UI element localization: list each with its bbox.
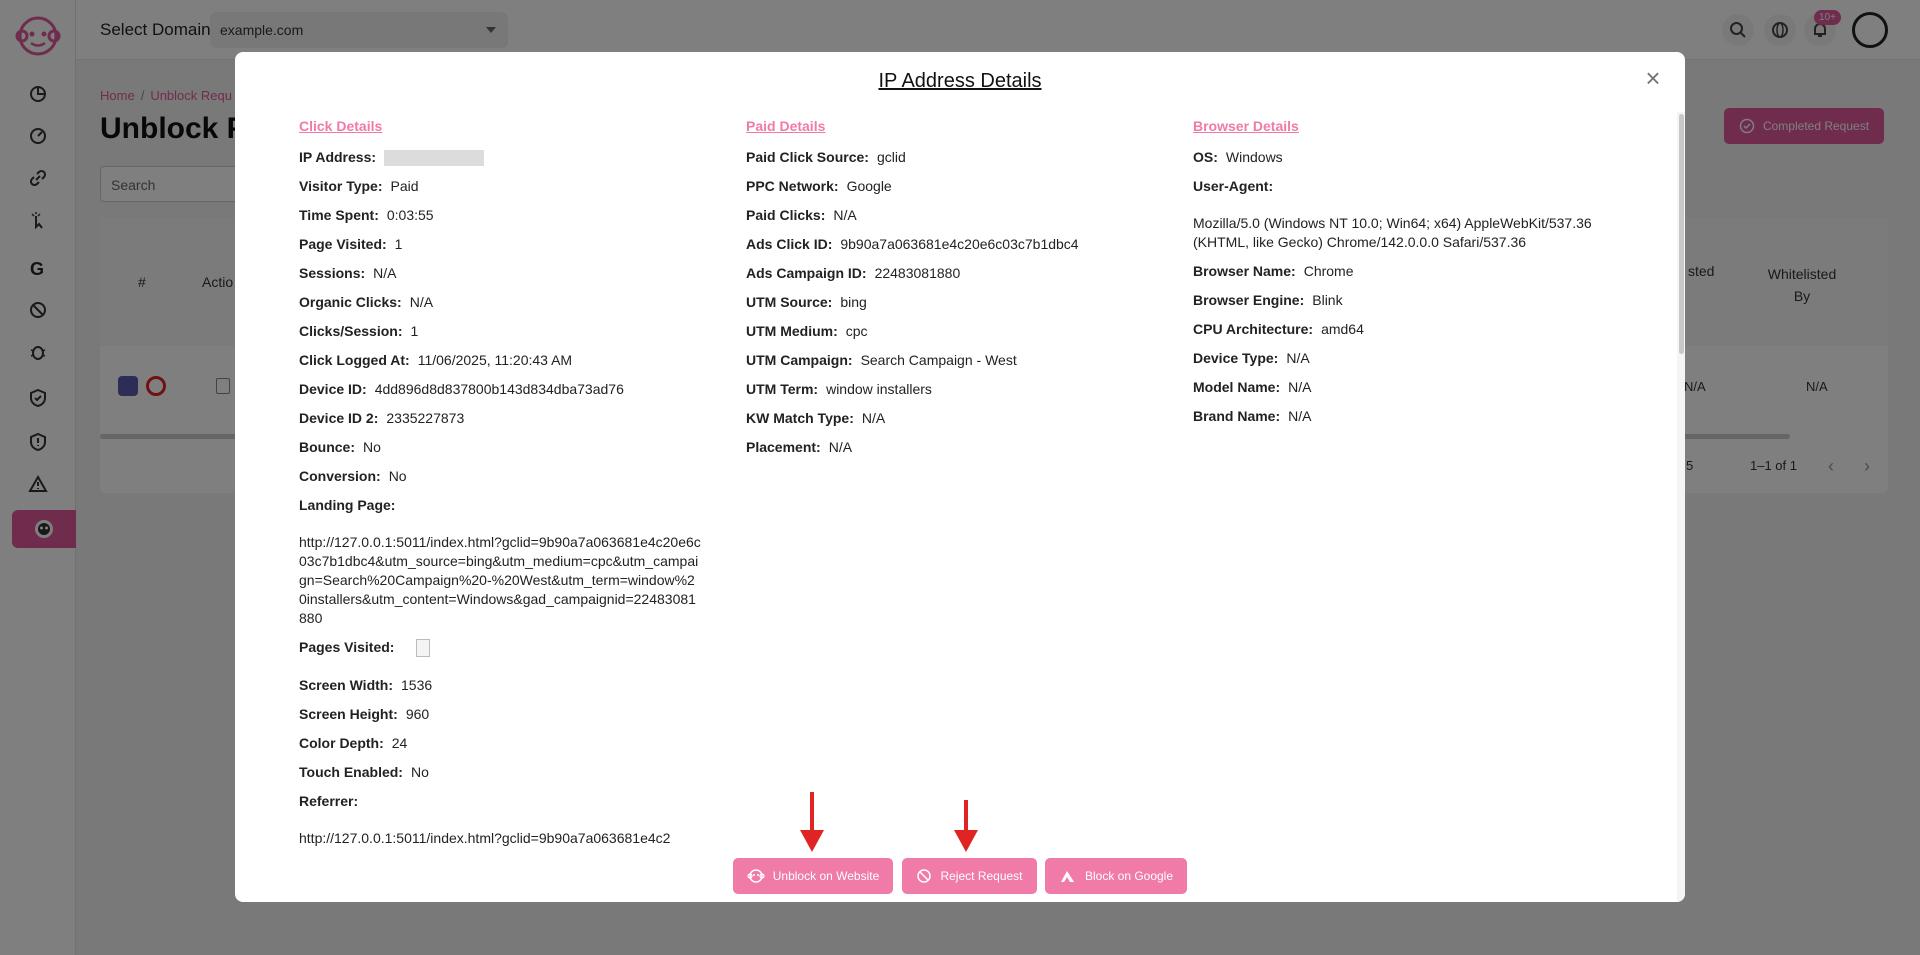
paid-field-label: UTM Term:: [746, 381, 819, 397]
click-field-row: [299, 206, 719, 235]
click-field2-label: Screen Height:: [299, 706, 398, 722]
paid-details-section: [746, 118, 1166, 467]
block-on-google-button[interactable]: [1045, 858, 1187, 894]
paid-field-value: cpc: [845, 323, 868, 339]
paid-field-row: [746, 177, 1166, 206]
paid-field-label: Ads Click ID:: [746, 236, 833, 252]
click-field-value: 1: [394, 236, 403, 252]
paid-field-row: [746, 351, 1166, 380]
monkey-face-icon: [747, 867, 765, 885]
browser-field-row: [1193, 378, 1613, 407]
paid-field-row: [746, 293, 1166, 322]
click-field-label: Bounce:: [299, 439, 355, 455]
document-icon[interactable]: [416, 639, 430, 657]
close-icon[interactable]: ×: [1645, 63, 1661, 93]
click-field-label: Organic Clicks:: [299, 294, 402, 310]
paid-field-value: bing: [840, 294, 867, 310]
click-field-label: Clicks/Session:: [299, 323, 403, 339]
reject-request-label: Reject Request: [940, 869, 1023, 883]
google-ads-icon: [1059, 868, 1077, 884]
browser-field-value: N/A: [1288, 408, 1312, 424]
unblock-on-website-label: Unblock on Website: [772, 869, 880, 883]
ip-address-details-modal: [235, 52, 1685, 902]
browser-field-value: Chrome: [1303, 263, 1354, 279]
browser-field-row: [1193, 262, 1613, 291]
paid-field-label: UTM Source:: [746, 294, 833, 310]
paid-field-label: KW Match Type:: [746, 410, 854, 426]
click-field-value: No: [388, 468, 407, 484]
click-field-label: Page Visited:: [299, 236, 387, 252]
modal-scrollbar-thumb[interactable]: [1679, 114, 1684, 354]
browser-field-value: amd64: [1321, 321, 1364, 337]
paid-field-label: UTM Medium:: [746, 323, 838, 339]
pages-visited-label: Pages Visited:: [299, 639, 395, 655]
paid-field-value: 9b90a7a063681e4c20e6c03c7b1dbc4: [840, 236, 1079, 252]
reject-request-button[interactable]: [902, 858, 1037, 894]
click-field2-label: Touch Enabled:: [299, 764, 403, 780]
paid-field-label: UTM Campaign:: [746, 352, 853, 368]
click-field-value: Paid: [390, 178, 419, 194]
click-field-value: N/A: [373, 265, 397, 281]
paid-field-row: [746, 264, 1166, 293]
click-field-row: [299, 409, 719, 438]
annotation-arrow: [810, 792, 814, 832]
click-field2-label: Color Depth:: [299, 735, 384, 751]
paid-field-row: [746, 322, 1166, 351]
paid-field-row: [746, 409, 1166, 438]
unblock-on-website-button[interactable]: [733, 858, 893, 894]
click-field2-value: No: [410, 764, 429, 780]
browser-field-label: Device Type:: [1193, 350, 1279, 366]
landing-page-label: Landing Page:: [299, 497, 396, 513]
annotation-arrow: [964, 800, 968, 832]
click-field-label: Click Logged At:: [299, 352, 410, 368]
paid-details-title[interactable]: Paid Details: [746, 118, 826, 134]
paid-field-value: 22483081880: [874, 265, 961, 281]
click-field-row: [299, 380, 719, 409]
browser-field-row: [1193, 349, 1613, 378]
click-field2-row: [299, 734, 719, 763]
click-field-value: 1: [410, 323, 419, 339]
click-field-row: [299, 351, 719, 380]
browser-field-label: Browser Engine:: [1193, 292, 1305, 308]
click-field-value: 0:03:55: [386, 207, 434, 223]
browser-details-section: [1193, 118, 1613, 436]
click-field-value: 11/06/2025, 11:20:43 AM: [417, 352, 573, 368]
paid-field-row: [746, 206, 1166, 235]
click-field-row: [299, 467, 719, 496]
click-field2-row: [299, 705, 719, 734]
paid-field-value: N/A: [828, 439, 853, 455]
os-value: Windows: [1225, 149, 1283, 165]
browser-field-value: N/A: [1288, 379, 1312, 395]
click-field-label: Conversion:: [299, 468, 381, 484]
click-field-label: Visitor Type:: [299, 178, 383, 194]
browser-field-label: CPU Architecture:: [1193, 321, 1314, 337]
browser-field-label: Browser Name:: [1193, 263, 1296, 279]
paid-field-row: [746, 148, 1166, 177]
click-field-row: [299, 177, 719, 206]
paid-field-label: Paid Click Source:: [746, 149, 869, 165]
click-field-value: 4dd896d8d837800b143d834dba73ad76: [374, 381, 624, 397]
browser-field-row: [1193, 291, 1613, 320]
landing-page-value: http://127.0.0.1:5011/index.html?gclid=9b90a7a063681e4c20e6c03c7b1dbc4&utm_source=bing&utm_medium=cpc&utm_campaign=Search%20Campaign%20-%20West&utm_term=window%20installers&utm_content=Windows&gad_campaignid=22483081880: [299, 534, 701, 626]
browser-field-row: [1193, 320, 1613, 349]
click-field-label: IP Address:: [299, 149, 377, 165]
click-field-value: 2335227873: [386, 410, 465, 426]
annotation-arrow-head: [800, 830, 824, 852]
paid-field-value: gclid: [876, 149, 906, 165]
click-field2-value: 1536: [401, 677, 433, 693]
annotation-arrow-head: [954, 830, 978, 852]
click-field-row: [299, 148, 719, 177]
click-field-value: No: [363, 439, 381, 455]
referrer-value: http://127.0.0.1:5011/index.html?gclid=9b90a7a063681e4c2: [299, 830, 671, 846]
click-field2-row: [299, 763, 719, 792]
paid-field-row: [746, 235, 1166, 264]
click-field2-value: 24: [391, 735, 408, 751]
paid-field-value: window installers: [826, 381, 932, 397]
block-icon: [916, 868, 932, 884]
click-field-label: Device ID:: [299, 381, 367, 397]
paid-field-label: Ads Campaign ID:: [746, 265, 867, 281]
click-field-label: Sessions:: [299, 265, 366, 281]
browser-field-row: [1193, 407, 1613, 436]
paid-field-value: N/A: [833, 207, 857, 223]
click-field2-row: [299, 676, 719, 705]
click-field-row: [299, 264, 719, 293]
paid-field-label: Placement:: [746, 439, 821, 455]
paid-field-label: Paid Clicks:: [746, 207, 826, 223]
paid-field-row: [746, 438, 1166, 467]
browser-field-value: N/A: [1286, 350, 1310, 366]
paid-field-value: Search Campaign - West: [860, 352, 1017, 368]
modal-title: IP Address Details: [878, 70, 1042, 92]
click-field2-value: 960: [405, 706, 430, 722]
paid-field-value: N/A: [861, 410, 886, 426]
browser-field-label: Brand Name:: [1193, 408, 1281, 424]
block-on-google-label: Block on Google: [1084, 869, 1174, 883]
click-details-title[interactable]: Click Details: [299, 118, 383, 134]
click-field-row: [299, 293, 719, 322]
click-details-section: [299, 118, 719, 858]
click-field-value: N/A: [409, 294, 434, 310]
os-label: OS:: [1193, 149, 1218, 165]
click-field-label: Device ID 2:: [299, 410, 379, 426]
browser-details-title[interactable]: Browser Details: [1193, 118, 1299, 134]
paid-field-row: [746, 380, 1166, 409]
click-field-row: [299, 235, 719, 264]
paid-field-label: PPC Network:: [746, 178, 839, 194]
ip-address-redacted: [384, 150, 484, 166]
browser-field-value: Blink: [1312, 292, 1343, 308]
click-field-row: [299, 322, 719, 351]
click-field-label: Time Spent:: [299, 207, 379, 223]
modal-actions: [235, 858, 1685, 898]
user-agent-value: Mozilla/5.0 (Windows NT 10.0; Win64; x64) AppleWebKit/537.36 (KHTML, like Gecko) Chrome/142.0.0.0 Safari/537.36: [1193, 215, 1592, 250]
referrer-label: Referrer:: [299, 793, 359, 809]
paid-field-value: Google: [846, 178, 892, 194]
click-field-row: [299, 438, 719, 467]
click-field2-label: Screen Width:: [299, 677, 393, 693]
user-agent-label: User-Agent:: [1193, 178, 1274, 194]
browser-field-label: Model Name:: [1193, 379, 1281, 395]
